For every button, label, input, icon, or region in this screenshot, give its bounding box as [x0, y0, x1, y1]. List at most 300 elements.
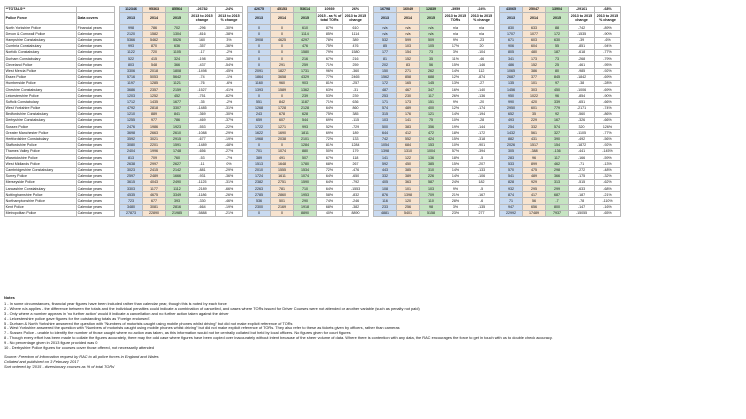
table-cell[interactable]: -74	[189, 74, 216, 80]
table-cell[interactable]: 2818	[143, 105, 166, 111]
table-cell[interactable]: 67%	[317, 56, 343, 62]
table-cell[interactable]: 5158	[420, 210, 443, 216]
column-header[interactable]: 2013 to 2015 % change	[595, 13, 621, 25]
totals-cell[interactable]: 26%	[343, 7, 369, 13]
table-cell[interactable]: 103	[420, 186, 443, 192]
table-cell[interactable]: 0	[248, 62, 271, 68]
table-cell[interactable]: 720	[143, 49, 166, 55]
table-cell[interactable]: -31	[343, 87, 369, 93]
table-cell[interactable]: -437	[189, 62, 216, 68]
table-cell[interactable]: 50%	[317, 148, 343, 154]
table-cell[interactable]: 1724	[248, 173, 271, 179]
table-cell[interactable]: -38%	[216, 56, 243, 62]
table-cell[interactable]: -62%	[595, 179, 621, 185]
table-cell[interactable]: 2120	[120, 31, 143, 37]
table-cell[interactable]: 489	[397, 105, 420, 111]
table-cell[interactable]: 882	[500, 136, 523, 142]
table-cell[interactable]: 81%	[317, 80, 343, 86]
table-cell[interactable]: 98	[420, 204, 443, 210]
table-cell[interactable]: 3081	[143, 204, 166, 210]
table-cell[interactable]: 858	[397, 74, 420, 80]
table-cell[interactable]: 3615	[120, 179, 143, 185]
table-cell[interactable]: 779	[546, 105, 569, 111]
table-cell[interactable]: 347	[420, 87, 443, 93]
table-cell[interactable]: -7%	[216, 155, 243, 161]
table-cell[interactable]: 2597	[120, 173, 143, 179]
column-header[interactable]: 2014	[397, 13, 420, 25]
table-cell[interactable]: -854	[569, 93, 595, 99]
table-cell[interactable]: 2751	[271, 179, 294, 185]
table-cell[interactable]: 860	[343, 105, 369, 111]
table-cell[interactable]: 96	[546, 93, 569, 99]
police-force-cell[interactable]: Cumbria Constabulary	[5, 43, 77, 49]
table-cell[interactable]: -792	[343, 179, 369, 185]
table-cell[interactable]: -851	[569, 43, 595, 49]
table-cell[interactable]: 841	[166, 111, 189, 117]
table-cell[interactable]: 2300	[248, 204, 271, 210]
table-cell[interactable]: 630	[546, 37, 569, 43]
table-cell[interactable]: 1748	[166, 148, 189, 154]
table-cell[interactable]: 551	[248, 99, 271, 105]
table-cell[interactable]: 2816	[166, 204, 189, 210]
data-covers-cell[interactable]: Calendar years	[77, 192, 115, 198]
table-cell[interactable]: 947	[500, 204, 523, 210]
table-cell[interactable]: 78%	[317, 37, 343, 43]
table-cell[interactable]: -28%	[595, 80, 621, 86]
table-cell[interactable]: 13%	[443, 80, 469, 86]
table-cell[interactable]: 303	[523, 87, 546, 93]
table-cell[interactable]: 12%	[443, 105, 469, 111]
table-cell[interactable]: 1918	[294, 204, 317, 210]
table-cell[interactable]: -816	[189, 31, 216, 37]
table-cell[interactable]: 652	[500, 111, 523, 117]
police-force-cell[interactable]: Essex Police	[5, 74, 77, 80]
table-cell[interactable]: 152	[523, 62, 546, 68]
data-covers-cell[interactable]: Calendar years	[77, 56, 115, 62]
table-cell[interactable]: 1310	[397, 148, 420, 154]
table-cell[interactable]: -29%	[216, 167, 243, 173]
police-force-cell[interactable]: Cambridgeshire Constabulary	[5, 167, 77, 173]
table-cell[interactable]: 574	[546, 124, 569, 130]
police-force-cell[interactable]: Hampshire Constabulary	[5, 37, 77, 43]
table-cell[interactable]: -66%	[216, 186, 243, 192]
table-cell[interactable]: 1580	[294, 49, 317, 55]
table-cell[interactable]: 536	[248, 198, 271, 204]
table-cell[interactable]: 1121	[166, 80, 189, 86]
table-cell[interactable]: 2415	[143, 167, 166, 173]
table-cell[interactable]: 2101	[294, 136, 317, 142]
table-cell[interactable]: 74%	[317, 198, 343, 204]
table-cell[interactable]: 1722	[248, 124, 271, 130]
table-cell[interactable]: -46	[469, 56, 495, 62]
table-cell[interactable]: 110	[420, 198, 443, 204]
table-cell[interactable]: -71	[569, 161, 595, 167]
table-cell[interactable]: 15%	[443, 62, 469, 68]
table-cell[interactable]: 636	[166, 43, 189, 49]
table-cell[interactable]: -742	[569, 25, 595, 31]
table-cell[interactable]: -2171	[569, 105, 595, 111]
table-cell[interactable]: -106	[469, 173, 495, 179]
table-cell[interactable]: 332	[523, 124, 546, 130]
table-cell[interactable]: 73	[420, 49, 443, 55]
table-cell[interactable]: 4625	[271, 37, 294, 43]
police-force-cell[interactable]: Metropolitan Police	[5, 210, 77, 216]
table-cell[interactable]: 22890	[143, 210, 166, 216]
table-cell[interactable]: -656	[189, 148, 216, 154]
table-cell[interactable]: 154	[546, 142, 569, 148]
table-cell[interactable]: 151	[420, 99, 443, 105]
table-cell[interactable]: 0	[248, 43, 271, 49]
table-cell[interactable]: -95%	[595, 62, 621, 68]
table-cell[interactable]: 1968	[248, 136, 271, 142]
table-cell[interactable]: 14%	[443, 167, 469, 173]
table-cell[interactable]: 2128	[294, 105, 317, 111]
table-cell[interactable]: 710	[294, 186, 317, 192]
table-cell[interactable]: -1088	[189, 130, 216, 136]
table-cell[interactable]: -360	[343, 68, 369, 74]
table-cell[interactable]: -136	[469, 93, 495, 99]
table-cell[interactable]: 152	[397, 56, 420, 62]
table-cell[interactable]: -1485	[189, 105, 216, 111]
column-header[interactable]: 2013	[120, 13, 143, 25]
table-cell[interactable]: 64%	[317, 173, 343, 179]
table-cell[interactable]: 2169	[271, 204, 294, 210]
table-cell[interactable]: -23	[469, 37, 495, 43]
table-cell[interactable]: -35	[189, 99, 216, 105]
table-cell[interactable]: -28	[469, 118, 495, 124]
table-cell[interactable]: 1304	[166, 31, 189, 37]
column-header[interactable]: 2013 to 2015 TORs	[443, 13, 469, 25]
table-cell[interactable]: 0	[248, 31, 271, 37]
table-cell[interactable]: -677	[189, 136, 216, 142]
table-cell[interactable]: -31%	[216, 179, 243, 185]
table-cell[interactable]: 9%	[443, 37, 469, 43]
table-cell[interactable]: -38%	[216, 31, 243, 37]
data-covers-cell[interactable]: Calendar years	[77, 179, 115, 185]
table-cell[interactable]: 108	[374, 186, 397, 192]
table-cell[interactable]: 701	[248, 148, 271, 154]
table-cell[interactable]: 259	[294, 62, 317, 68]
data-covers-cell[interactable]: Calendar years	[77, 142, 115, 148]
table-cell[interactable]: 1731	[294, 68, 317, 74]
table-cell[interactable]: -136	[546, 148, 569, 154]
table-cell[interactable]: -92%	[595, 142, 621, 148]
table-cell[interactable]: 8890	[294, 210, 317, 216]
table-cell[interactable]: 1622	[248, 130, 271, 136]
column-header[interactable]: 2013 to 2015 % change	[216, 13, 243, 25]
table-cell[interactable]: 1589	[271, 87, 294, 93]
table-cell[interactable]: -441	[569, 148, 595, 154]
table-cell[interactable]: 4535	[120, 192, 143, 198]
totals-cell[interactable]: 10939	[317, 7, 343, 13]
table-cell[interactable]: 2026	[500, 142, 523, 148]
table-cell[interactable]: 2382	[248, 179, 271, 185]
column-header[interactable]: 2013	[500, 13, 523, 25]
data-covers-cell[interactable]: Calendar years	[77, 167, 115, 173]
table-cell[interactable]: 305	[500, 148, 523, 154]
table-cell[interactable]: -167	[469, 192, 495, 198]
column-header[interactable]: 2013 to 2015 % change	[469, 13, 495, 25]
table-cell[interactable]: 105	[420, 43, 443, 49]
table-cell[interactable]: 587	[420, 179, 443, 185]
table-cell[interactable]: 1666	[166, 173, 189, 179]
column-header[interactable]: 2015	[166, 13, 189, 25]
table-cell[interactable]: -382	[343, 204, 369, 210]
table-cell[interactable]: -560	[569, 111, 595, 117]
table-cell[interactable]: -56%	[595, 136, 621, 142]
table-cell[interactable]: 1197	[120, 80, 143, 86]
table-cell[interactable]: -115	[343, 118, 369, 124]
table-cell[interactable]: -76	[189, 80, 216, 86]
table-cell[interactable]: -30%	[216, 111, 243, 117]
table-cell[interactable]: -29%	[216, 130, 243, 136]
table-cell[interactable]: 489	[523, 173, 546, 179]
table-cell[interactable]: 993	[120, 43, 143, 49]
table-cell[interactable]: -135	[469, 204, 495, 210]
table-cell[interactable]: 9%	[443, 99, 469, 105]
table-cell[interactable]: -257	[343, 80, 369, 86]
table-cell[interactable]: 1580	[343, 49, 369, 55]
table-cell[interactable]: -1553	[343, 186, 369, 192]
table-cell[interactable]: -326	[569, 118, 595, 124]
table-cell[interactable]: 393	[166, 198, 189, 204]
table-cell[interactable]: 11%	[443, 56, 469, 62]
table-cell[interactable]: -17	[189, 49, 216, 55]
table-cell[interactable]: -881	[189, 167, 216, 173]
table-cell[interactable]: 1112	[166, 186, 189, 192]
police-force-cell[interactable]: Durham Constabulary	[5, 56, 77, 62]
table-cell[interactable]: 1255	[120, 118, 143, 124]
table-cell[interactable]: 23%	[443, 210, 469, 216]
data-covers-cell[interactable]: Calendar years	[77, 93, 115, 99]
table-cell[interactable]: -198	[189, 56, 216, 62]
table-cell[interactable]: 742	[374, 136, 397, 142]
totals-cell[interactable]: -26782	[189, 7, 216, 13]
table-cell[interactable]: 601	[523, 105, 546, 111]
table-cell[interactable]: 8890	[343, 210, 369, 216]
table-cell[interactable]: 1591	[166, 142, 189, 148]
table-cell[interactable]: 1677	[166, 99, 189, 105]
table-cell[interactable]: 1122	[120, 49, 143, 55]
column-header[interactable]: 2013 to 2015 change	[189, 13, 216, 25]
table-cell[interactable]: -751	[189, 93, 216, 99]
table-cell[interactable]: 443	[374, 167, 397, 173]
table-cell[interactable]: -651	[569, 99, 595, 105]
table-cell[interactable]: 592	[374, 161, 397, 167]
column-header-data-covers[interactable]: Data covers	[77, 13, 115, 25]
column-header[interactable]: 2014	[271, 13, 294, 25]
police-force-cell[interactable]: West Mercia Police	[5, 68, 77, 74]
table-cell[interactable]: n/a	[420, 25, 443, 31]
table-cell[interactable]: 79%	[317, 49, 343, 55]
table-cell[interactable]: -69%	[595, 74, 621, 80]
table-cell[interactable]: 3023	[120, 167, 143, 173]
data-covers-cell[interactable]: Calendar years	[77, 124, 115, 130]
table-cell[interactable]: 628	[294, 111, 317, 117]
table-cell[interactable]: 15%	[443, 136, 469, 142]
table-cell[interactable]: -1125	[189, 179, 216, 185]
table-cell[interactable]: 2404	[120, 148, 143, 154]
table-cell[interactable]: 1648	[271, 161, 294, 167]
table-cell[interactable]: 226	[420, 173, 443, 179]
table-cell[interactable]: -207	[469, 161, 495, 167]
table-cell[interactable]: -69%	[595, 87, 621, 93]
table-cell[interactable]: n/a	[420, 31, 443, 37]
table-cell[interactable]: 830	[500, 25, 523, 31]
table-cell[interactable]: 1177	[143, 186, 166, 192]
table-cell[interactable]: 71	[500, 198, 523, 204]
data-covers-cell[interactable]: Calendar years	[77, 155, 115, 161]
table-cell[interactable]: 5462	[143, 37, 166, 43]
table-cell[interactable]: -330	[189, 198, 216, 204]
table-cell[interactable]: 52%	[317, 124, 343, 130]
table-cell[interactable]: 117	[420, 93, 443, 99]
table-cell[interactable]: 0	[248, 93, 271, 99]
table-cell[interactable]: 659	[248, 118, 271, 124]
table-cell[interactable]: 67%	[317, 155, 343, 161]
table-cell[interactable]: 118	[343, 155, 369, 161]
table-cell[interactable]: 3080	[120, 142, 143, 148]
totals-cell[interactable]: 13904	[546, 7, 569, 13]
table-cell[interactable]: 339	[546, 99, 569, 105]
table-cell[interactable]: -729	[343, 124, 369, 130]
column-header[interactable]: 2013 to 2015 change	[343, 13, 369, 25]
table-cell[interactable]: 400	[420, 105, 443, 111]
table-cell[interactable]: 1513	[248, 161, 271, 167]
table-cell[interactable]: 452	[166, 93, 189, 99]
table-cell[interactable]: 493	[500, 118, 523, 124]
table-cell[interactable]: -94%	[595, 43, 621, 49]
table-cell[interactable]: 977	[143, 118, 166, 124]
table-cell[interactable]: -53	[189, 155, 216, 161]
police-force-cell[interactable]: Staffordshire Police	[5, 142, 77, 148]
table-cell[interactable]: -104	[469, 49, 495, 55]
table-cell[interactable]: 0%	[216, 161, 243, 167]
police-force-cell[interactable]: Warwickshire Police	[5, 155, 77, 161]
table-cell[interactable]: -66%	[595, 118, 621, 124]
table-cell[interactable]: 313	[546, 179, 569, 185]
police-force-cell[interactable]: West Midlands Police	[5, 161, 77, 167]
table-cell[interactable]: 1611	[271, 173, 294, 179]
table-cell[interactable]: 1160	[248, 80, 271, 86]
table-cell[interactable]: -832	[343, 192, 369, 198]
data-covers-cell[interactable]: Calendar years	[77, 130, 115, 136]
table-cell[interactable]: 1435	[143, 99, 166, 105]
table-cell[interactable]: 177	[374, 49, 397, 55]
table-cell[interactable]: 561	[523, 130, 546, 136]
table-cell[interactable]: 2357	[143, 87, 166, 93]
table-cell[interactable]: 116	[374, 198, 397, 204]
data-covers-cell[interactable]: Financial years	[77, 25, 115, 31]
table-cell[interactable]: 0	[271, 25, 294, 31]
table-cell[interactable]: -1%	[216, 74, 243, 80]
table-cell[interactable]: 5526	[166, 37, 189, 43]
table-cell[interactable]: 0	[271, 31, 294, 37]
data-covers-cell[interactable]: Calendar years	[77, 111, 115, 117]
data-covers-cell[interactable]: Calendar years	[77, 173, 115, 179]
table-cell[interactable]: 182	[469, 179, 495, 185]
police-force-cell[interactable]: Norfolk Constabulary	[5, 49, 77, 55]
totals-cell[interactable]: 85564	[166, 7, 189, 13]
table-cell[interactable]: 18%	[443, 155, 469, 161]
table-cell[interactable]: 239	[294, 93, 317, 99]
totals-cell[interactable]: 95363	[143, 7, 166, 13]
data-covers-cell[interactable]: Calendar years	[77, 31, 115, 37]
table-cell[interactable]: 71%	[317, 99, 343, 105]
table-cell[interactable]: 253	[374, 93, 397, 99]
table-cell[interactable]: -985	[569, 68, 595, 74]
table-cell[interactable]: 1712	[120, 99, 143, 105]
table-cell[interactable]: 56	[523, 198, 546, 204]
table-cell[interactable]: 491	[271, 155, 294, 161]
police-force-cell[interactable]: Lancashire Constabulary	[5, 186, 77, 192]
table-cell[interactable]: 2915	[166, 136, 189, 142]
table-cell[interactable]: 135	[500, 80, 523, 86]
table-cell[interactable]: 35	[523, 111, 546, 117]
table-cell[interactable]: -1105	[569, 130, 595, 136]
table-cell[interactable]: 1953	[294, 192, 317, 198]
totals-cell[interactable]: 16049	[397, 7, 420, 13]
table-cell[interactable]: 103	[397, 43, 420, 49]
table-cell[interactable]: 1203	[120, 93, 143, 99]
table-cell[interactable]: 9%	[443, 186, 469, 192]
table-cell[interactable]: 702	[166, 25, 189, 31]
table-cell[interactable]: 55	[546, 43, 569, 49]
table-cell[interactable]: 1986	[143, 124, 166, 130]
data-covers-cell[interactable]: Calendar years	[77, 80, 115, 86]
table-cell[interactable]: -1842	[569, 74, 595, 80]
table-cell[interactable]: 0	[248, 56, 271, 62]
table-cell[interactable]: -187	[569, 192, 595, 198]
table-cell[interactable]: 903	[294, 80, 317, 86]
table-cell[interactable]: 3%	[443, 204, 469, 210]
table-cell[interactable]: 290	[294, 198, 317, 204]
table-cell[interactable]: -1489	[189, 142, 216, 148]
table-cell[interactable]: 366	[166, 62, 189, 68]
table-cell[interactable]: 83	[397, 62, 420, 68]
totals-cell[interactable]: 12839	[420, 7, 443, 13]
table-cell[interactable]: 417	[523, 192, 546, 198]
table-cell[interactable]: 27873	[120, 210, 143, 216]
table-cell[interactable]: 383	[397, 124, 420, 130]
police-force-cell[interactable]: Kent Police	[5, 204, 77, 210]
table-cell[interactable]: -369	[189, 111, 216, 117]
table-cell[interactable]: 88	[546, 25, 569, 31]
table-cell[interactable]: 5401	[397, 210, 420, 216]
table-cell[interactable]: 472	[420, 130, 443, 136]
table-cell[interactable]: 1690	[271, 130, 294, 136]
table-cell[interactable]: 450	[397, 161, 420, 167]
table-cell[interactable]: 1811	[294, 130, 317, 136]
table-cell[interactable]: -31%	[216, 105, 243, 111]
table-cell[interactable]: 570	[500, 167, 523, 173]
table-cell[interactable]: 574	[374, 105, 397, 111]
table-cell[interactable]: 136	[420, 155, 443, 161]
table-cell[interactable]: -37%	[216, 118, 243, 124]
table-cell[interactable]: 85	[374, 43, 397, 49]
table-cell[interactable]: 20	[469, 43, 495, 49]
police-force-cell[interactable]: Leicestershire Police	[5, 93, 77, 99]
table-cell[interactable]: n/a	[397, 31, 420, 37]
data-covers-cell[interactable]: Calendar years	[77, 43, 115, 49]
table-cell[interactable]: -357	[189, 43, 216, 49]
table-cell[interactable]: -874	[469, 74, 495, 80]
table-cell[interactable]: 176	[397, 111, 420, 117]
table-cell[interactable]: 386	[523, 68, 546, 74]
totals-label[interactable]: **TOTALS**	[5, 7, 77, 13]
police-force-cell[interactable]: Surrey Police	[5, 173, 77, 179]
police-force-cell[interactable]: Suffolk Constabulary	[5, 99, 77, 105]
